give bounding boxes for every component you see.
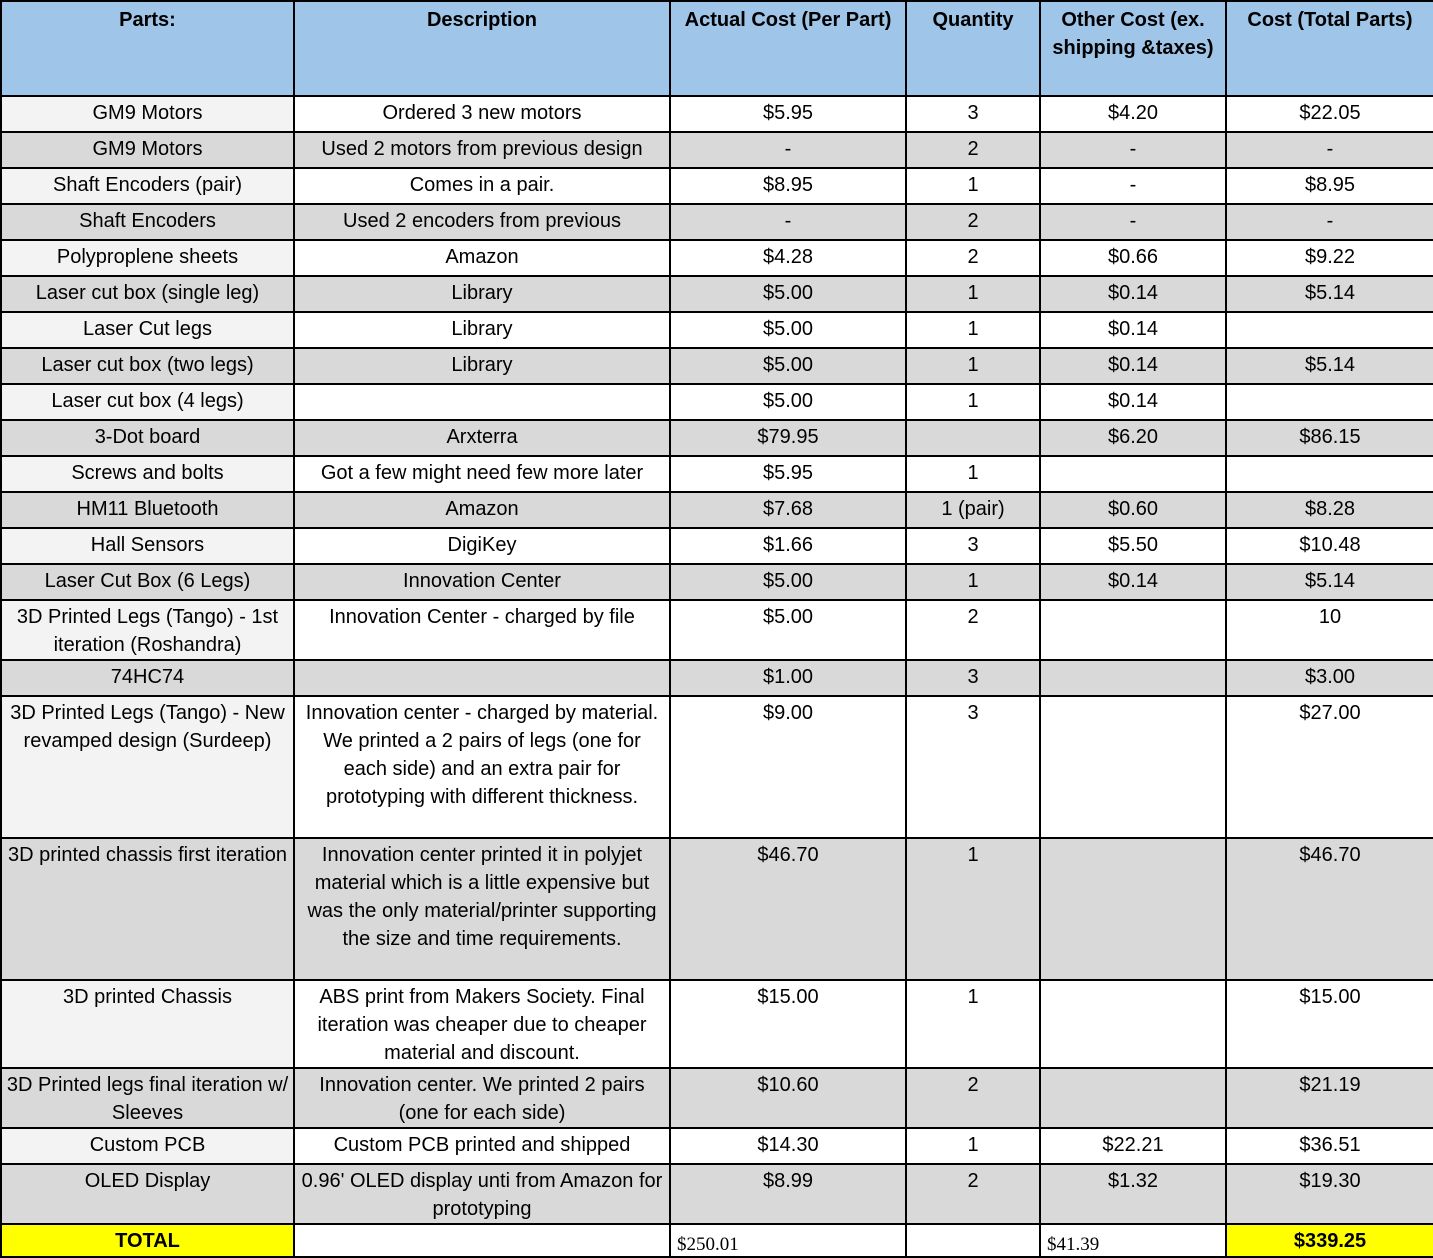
total-cost-cell: $21.19	[1226, 1068, 1433, 1128]
total-cost-cell: $3.00	[1226, 660, 1433, 696]
cost-cell: -	[670, 132, 906, 168]
total-row	[1, 1224, 1433, 1257]
part-cell: Laser Cut legs	[1, 312, 294, 348]
table-row	[1, 96, 1433, 132]
table-row	[1, 312, 1433, 348]
other-cost-cell: -	[1040, 204, 1226, 240]
other-cost-cell	[1040, 1068, 1226, 1128]
quantity-cell: 1	[906, 168, 1040, 204]
other-cost-cell: $5.50	[1040, 528, 1226, 564]
cost-cell: $79.95	[670, 420, 906, 456]
part-cell: Polyproplene sheets	[1, 240, 294, 276]
header-row	[1, 1, 1433, 96]
cost-cell: $5.95	[670, 456, 906, 492]
quantity-cell: 1	[906, 1128, 1040, 1164]
table-row	[1, 132, 1433, 168]
other-cost-cell: $1.32	[1040, 1164, 1226, 1224]
description-cell: Got a few might need few more later	[294, 456, 670, 492]
cost-cell: $1.00	[670, 660, 906, 696]
cost-cell: $5.00	[670, 600, 906, 660]
part-cell: Laser Cut Box (6 Legs)	[1, 564, 294, 600]
description-cell: Library	[294, 312, 670, 348]
table-row	[1, 1068, 1433, 1128]
description-cell: Arxterra	[294, 420, 670, 456]
description-cell: Innovation center - charged by material. We printed a 2 pairs of legs (one for each side) and an extra pair for prototyping with different thickness.	[294, 696, 670, 838]
part-cell: 3-Dot board	[1, 420, 294, 456]
part-cell: Laser cut box (4 legs)	[1, 384, 294, 420]
quantity-cell: 2	[906, 1164, 1040, 1224]
total-cost-cell: $8.95	[1226, 168, 1433, 204]
part-cell: 3D Printed Legs (Tango) - New revamped design (Surdeep)	[1, 696, 294, 838]
table-row	[1, 528, 1433, 564]
description-cell: Comes in a pair.	[294, 168, 670, 204]
total-cost-cell: $8.28	[1226, 492, 1433, 528]
header-description: Description	[294, 1, 670, 96]
quantity-cell: 2	[906, 204, 1040, 240]
table-row	[1, 660, 1433, 696]
total-label: TOTAL	[1, 1224, 294, 1257]
header-total-cost: Cost (Total Parts)	[1226, 1, 1433, 96]
other-cost-cell: $0.14	[1040, 348, 1226, 384]
table-row	[1, 696, 1433, 838]
total-quantity-cell	[906, 1224, 1040, 1257]
total-other-cost: $41.39	[1040, 1224, 1226, 1257]
total-cost-cell	[1226, 312, 1433, 348]
table-row	[1, 420, 1433, 456]
quantity-cell: 2	[906, 240, 1040, 276]
table-row	[1, 980, 1433, 1068]
other-cost-cell: $4.20	[1040, 96, 1226, 132]
part-cell: Laser cut box (two legs)	[1, 348, 294, 384]
quantity-cell: 2	[906, 1068, 1040, 1128]
part-cell: 3D printed chassis first iteration	[1, 838, 294, 980]
total-description-cell	[294, 1224, 670, 1257]
total-cost-cell	[1226, 456, 1433, 492]
description-cell: 0.96' OLED display unti from Amazon for prototyping	[294, 1164, 670, 1224]
other-cost-cell: $0.60	[1040, 492, 1226, 528]
quantity-cell: 3	[906, 696, 1040, 838]
description-cell: Innovation Center - charged by file	[294, 600, 670, 660]
quantity-cell: 1	[906, 456, 1040, 492]
cost-cell: $14.30	[670, 1128, 906, 1164]
cost-cell: $5.00	[670, 384, 906, 420]
description-cell: Custom PCB printed and shipped	[294, 1128, 670, 1164]
quantity-cell: 3	[906, 528, 1040, 564]
other-cost-cell: -	[1040, 168, 1226, 204]
table-row	[1, 240, 1433, 276]
quantity-cell: 2	[906, 132, 1040, 168]
quantity-cell: 2	[906, 600, 1040, 660]
description-cell: Innovation center. We printed 2 pairs (one for each side)	[294, 1068, 670, 1128]
other-cost-cell: $0.14	[1040, 276, 1226, 312]
part-cell: GM9 Motors	[1, 96, 294, 132]
total-cost-cell: $10.48	[1226, 528, 1433, 564]
cost-cell: $8.95	[670, 168, 906, 204]
total-cost-cell: $86.15	[1226, 420, 1433, 456]
table-row	[1, 384, 1433, 420]
quantity-cell: 1	[906, 348, 1040, 384]
cost-cell: $8.99	[670, 1164, 906, 1224]
total-cost-cell: $15.00	[1226, 980, 1433, 1068]
quantity-cell: 1	[906, 980, 1040, 1068]
other-cost-cell: $0.14	[1040, 312, 1226, 348]
table-row	[1, 168, 1433, 204]
quantity-cell: 3	[906, 96, 1040, 132]
other-cost-cell: $0.66	[1040, 240, 1226, 276]
table-row	[1, 600, 1433, 660]
cost-cell: $15.00	[670, 980, 906, 1068]
description-cell: Innovation Center	[294, 564, 670, 600]
other-cost-cell	[1040, 456, 1226, 492]
table-row	[1, 276, 1433, 312]
cost-cell: $46.70	[670, 838, 906, 980]
part-cell: 3D printed Chassis	[1, 980, 294, 1068]
part-cell: GM9 Motors	[1, 132, 294, 168]
part-cell: 74HC74	[1, 660, 294, 696]
cost-cell: $5.95	[670, 96, 906, 132]
cost-cell: $1.66	[670, 528, 906, 564]
total-cost-cell: $5.14	[1226, 276, 1433, 312]
cost-cell: -	[670, 204, 906, 240]
total-cost-cell: $5.14	[1226, 348, 1433, 384]
table-row	[1, 1128, 1433, 1164]
quantity-cell: 1	[906, 564, 1040, 600]
total-actual-cost: $250.01	[670, 1224, 906, 1257]
total-cost-cell: $19.30	[1226, 1164, 1433, 1224]
description-cell: ABS print from Makers Society. Final iteration was cheaper due to cheaper material and discount.	[294, 980, 670, 1068]
quantity-cell: 3	[906, 660, 1040, 696]
other-cost-cell	[1040, 980, 1226, 1068]
table-row	[1, 564, 1433, 600]
quantity-cell: 1 (pair)	[906, 492, 1040, 528]
description-cell: Library	[294, 348, 670, 384]
header-quantity: Quantity	[906, 1, 1040, 96]
total-cost-cell: -	[1226, 132, 1433, 168]
other-cost-cell	[1040, 600, 1226, 660]
table-row	[1, 456, 1433, 492]
description-cell: Innovation center printed it in polyjet material which is a little expensive but was the only material/printer supporting the size and time requirements.	[294, 838, 670, 980]
quantity-cell: 1	[906, 276, 1040, 312]
part-cell: Hall Sensors	[1, 528, 294, 564]
cost-cell: $4.28	[670, 240, 906, 276]
description-cell: Library	[294, 276, 670, 312]
total-cost-cell: 10	[1226, 600, 1433, 660]
other-cost-cell	[1040, 838, 1226, 980]
quantity-cell: 1	[906, 312, 1040, 348]
table-row	[1, 1164, 1433, 1224]
header-actual-cost: Actual Cost (Per Part)	[670, 1, 906, 96]
cost-cell: $5.00	[670, 312, 906, 348]
total-cost-cell: $27.00	[1226, 696, 1433, 838]
part-cell: Shaft Encoders (pair)	[1, 168, 294, 204]
other-cost-cell: $22.21	[1040, 1128, 1226, 1164]
grand-total: $339.25	[1226, 1224, 1433, 1257]
cost-cell: $5.00	[670, 348, 906, 384]
total-cost-cell: $36.51	[1226, 1128, 1433, 1164]
cost-cell: $5.00	[670, 564, 906, 600]
total-cost-cell: $22.05	[1226, 96, 1433, 132]
cost-cell: $7.68	[670, 492, 906, 528]
other-cost-cell: $6.20	[1040, 420, 1226, 456]
description-cell	[294, 384, 670, 420]
table-row	[1, 204, 1433, 240]
table-row	[1, 348, 1433, 384]
description-cell: Used 2 encoders from previous	[294, 204, 670, 240]
cost-cell: $5.00	[670, 276, 906, 312]
description-cell: Ordered 3 new motors	[294, 96, 670, 132]
cost-cell: $9.00	[670, 696, 906, 838]
part-cell: HM11 Bluetooth	[1, 492, 294, 528]
quantity-cell: 1	[906, 384, 1040, 420]
other-cost-cell: $0.14	[1040, 564, 1226, 600]
quantity-cell	[906, 420, 1040, 456]
cost-cell: $10.60	[670, 1068, 906, 1128]
other-cost-cell: $0.14	[1040, 384, 1226, 420]
description-cell	[294, 660, 670, 696]
part-cell: 3D Printed Legs (Tango) - 1st iteration (Roshandra)	[1, 600, 294, 660]
other-cost-cell	[1040, 696, 1226, 838]
quantity-cell: 1	[906, 838, 1040, 980]
header-parts: Parts:	[1, 1, 294, 96]
other-cost-cell: -	[1040, 132, 1226, 168]
part-cell: Screws and bolts	[1, 456, 294, 492]
description-cell: Amazon	[294, 492, 670, 528]
other-cost-cell	[1040, 660, 1226, 696]
description-cell: Amazon	[294, 240, 670, 276]
table-row	[1, 838, 1433, 980]
total-cost-cell: $46.70	[1226, 838, 1433, 980]
part-cell: Laser cut box (single leg)	[1, 276, 294, 312]
description-cell: Used 2 motors from previous design	[294, 132, 670, 168]
description-cell: DigiKey	[294, 528, 670, 564]
total-cost-cell: $9.22	[1226, 240, 1433, 276]
header-other-cost: Other Cost (ex. shipping &taxes)	[1040, 1, 1226, 96]
part-cell: Custom PCB	[1, 1128, 294, 1164]
part-cell: Shaft Encoders	[1, 204, 294, 240]
total-cost-cell	[1226, 384, 1433, 420]
part-cell: OLED Display	[1, 1164, 294, 1224]
part-cell: 3D Printed legs final iteration w/ Sleeves	[1, 1068, 294, 1128]
total-cost-cell: $5.14	[1226, 564, 1433, 600]
total-cost-cell: -	[1226, 204, 1433, 240]
table-row	[1, 492, 1433, 528]
